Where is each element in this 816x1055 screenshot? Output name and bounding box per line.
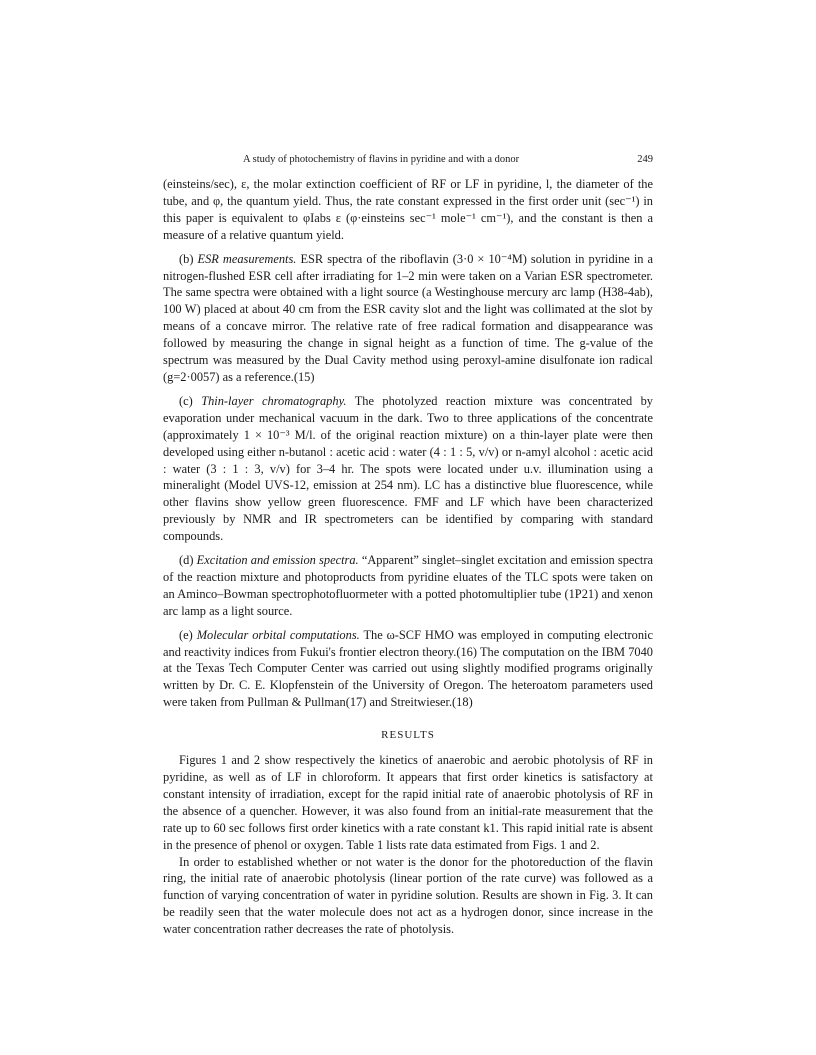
spectra-text: “Apparent” singlet–singlet excitation and emission spectra of the reaction mixture and photoproducts from pyridine eluates of the TLC spots were taken on an Aminco–Bowman spectrophotofluormeter with a potted photomultiplier tube (1P21) and xenon arc lamp as a light source. bbox=[163, 553, 653, 618]
mo-label: (e) bbox=[179, 627, 193, 642]
paragraph-spectra bbox=[163, 552, 653, 620]
paragraph-results-water: In order to established whether or not water is the donor for the photoreduction of the flavin ring, the initial rate of anaerobic photolysis (linear portion of the rate curve) was followed as a function of varying concentration of water in pyridine solution. Results are shown in Fig. 3. It can be readily seen that the water molecule does not act as a hydrogen donor, since increase in the water concentration rather decreases the rate of photolysis. bbox=[163, 854, 653, 937]
paragraph-results-kinetics: Figures 1 and 2 show respectively the kinetics of anaerobic and aerobic photolysis of RF in pyridine, as well as of LF in chloroform. It appears that first order kinetics is satisfactory at constant intensity of irradiation, except for the rapid initial rate of anaerobic photolysis of RF in the absence of a quencher. However, it was also found from an initial-rate measurement that the rate up to 60 sec follows first order kinetics with a rate constant k1. This rapid initial rate is absent in the presence of phenol or oxygen. Table 1 lists rate data estimated from Figs. 1 and 2. bbox=[163, 753, 653, 852]
results-heading: RESULTS bbox=[381, 729, 435, 742]
mo-title: Molecular orbital computations. bbox=[196, 627, 360, 642]
paragraph-quantum-yield: (einsteins/sec), ε, the molar extinction coefficient of RF or LF in pyridine, l, the diameter of the tube, and φ, the quantum yield. Thus, the rate constant expressed in the first order unit (sec⁻¹) in this paper is equivalent to φIabs ε (φ·einsteins sec⁻¹ mole⁻¹ cm⁻¹), and the constant is then a measure of a relative quantum yield. bbox=[163, 177, 653, 242]
spectra-label: (d) bbox=[179, 553, 194, 568]
tlc-text: The photolyzed reaction mixture was concentrated by evaporation under mechanical vacuum in the dark. Two to three applications of the concentrate (approximately 1 × 10⁻³ M/l. of the original reaction mixture) on a thin-layer plate were then developed using either n-butanol : acetic acid : water (4 : 1 : 5, v/v) or n-amyl alcohol : acetic acid : water (3 : 1 : 3, v/v) for 3–4 hr. The spots were located under u.v. illumination using a mineralight (Model UVS-12, emission at 254 nm). LC has a distinctive blue fluorescence, while other flavins show yellow green fluorescence. FMF and LF which have been characterized previously by NMR and IR spectrometers can be identified by comparing with standard compounds. bbox=[163, 393, 654, 544]
paragraph-tlc bbox=[163, 393, 653, 545]
paragraph-mo bbox=[163, 627, 653, 712]
paragraph-esr bbox=[163, 251, 653, 386]
running-title: A study of photochemistry of flavins in pyridine and with a donor bbox=[243, 154, 520, 165]
tlc-title: Thin-layer chromatography. bbox=[201, 393, 347, 408]
mo-text: The ω-SCF HMO was employed in computing electronic and reactivity indices from Fukui's frontier electron theory.(16) The computation on the IBM 7040 at the Texas Tech Computer Center was carried out using slightly modified programs originally written by Dr. C. E. Klopfenstein of the University of Oregon. The heteroatom parameters used were taken from Pullman & Pullman(17) and Streitwieser.(18) bbox=[163, 627, 653, 710]
esr-label: (b) bbox=[179, 251, 194, 266]
spectra-title: Excitation and emission spectra. bbox=[196, 553, 359, 568]
tlc-label: (c) bbox=[179, 393, 193, 408]
page-number: 249 bbox=[637, 154, 653, 165]
running-head bbox=[163, 153, 653, 167]
esr-title: ESR measurements. bbox=[197, 251, 297, 266]
body-text bbox=[163, 176, 653, 938]
esr-text: ESR spectra of the riboflavin (3·0 × 10⁻⁴M) solution in pyridine in a nitrogen-flushed ESR cell after irradiating for 1–2 min were taken on a Varian ESR spectrometer. The same spectra were obtained with a light source (a Westinghouse mercury arc lamp (H38-4ab), 100 W) placed at about 40 cm from the ESR cavity slot and the light was collimated at the slot by means of a concave mirror. The relative rate of free radical formation and disappearance was followed by measuring the change in signal height as a function of time. The g-value of the spectrum was measured by the Dual Cavity method using peroxyl-amine disulfonate ion radical (g=2·0057) as a reference.(15) bbox=[163, 251, 654, 384]
